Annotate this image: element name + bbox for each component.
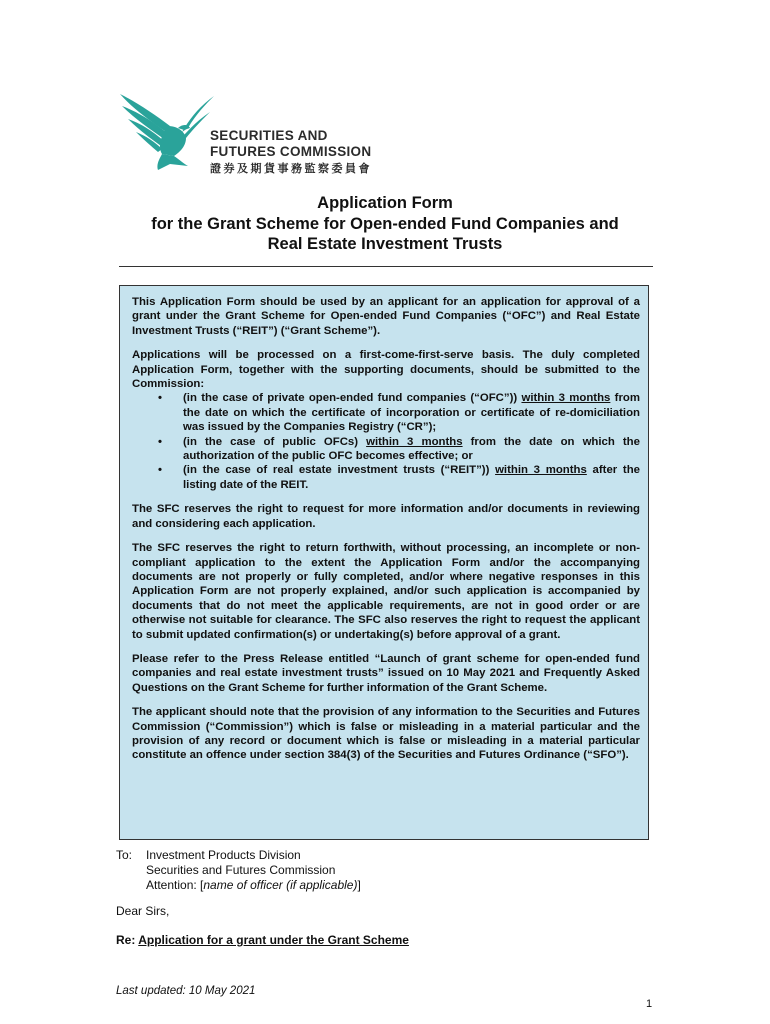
list-item: • (in the case of real estate investment trusts (“REIT”)) within 3 months after the listing date of the REIT. <box>132 463 640 492</box>
notice-paragraph: The applicant should note that the provision of any information to the Securities and Futures Commission (“Commission”) which is false or misleading in a material particular and the provision of any record or document which is false or misleading in a material particular constitute an offence under section 384(3) of the Securities and Futures Ordinance (“SFO”). <box>132 706 640 762</box>
subject-line: Re: Application for a grant under the Grant Scheme <box>116 933 409 947</box>
list-item: • (in the case of private open-ended fund companies (“OFC”)) within 3 months from the date on which the certificate of incorporation or certificate of re-domiciliation was issued by the Companies Registry (“CR”); <box>132 391 640 434</box>
notice-paragraph: This Application Form should be used by an applicant for an application for approval of a grant under the Grant Scheme for Open-ended Fund Companies (“OFC”) and Real Estate Investment Trusts (“REIT”) (“Grant Scheme”). <box>132 296 640 337</box>
organization-name-chinese: 證券及期貨事務監察委員會 <box>210 163 372 175</box>
notice-paragraph: The SFC reserves the right to request for more information and/or documents in reviewing and considering each application. <box>132 503 640 530</box>
organization-name: SECURITIES AND FUTURES COMMISSION <box>210 128 372 159</box>
title-divider <box>119 266 653 267</box>
salutation: Dear Sirs, <box>116 904 170 918</box>
notice-paragraph: Applications will be processed on a first-come-first-serve basis. The duly completed Application Form, together with the supporting documents, should be submitted to the Commission: <box>132 349 640 391</box>
notice-paragraph: Please refer to the Press Release entitled “Launch of grant scheme for open-ended fund companies and real estate investment trusts” issued on 10 May 2021 and Frequently Asked Questions on the Grant Scheme for further information of the Grant Scheme. <box>132 652 640 694</box>
eagle-icon <box>118 92 218 172</box>
list-item: • (in the case of public OFCs) within 3 months from the date on which the authorization of the public OFC becomes effective; or <box>132 435 640 464</box>
address-line: Securities and Futures Commission <box>146 863 336 877</box>
attention-line: Attention: [name of officer (if applicable)] <box>146 878 361 892</box>
to-label: To: <box>116 848 133 862</box>
sfc-logo <box>118 92 388 178</box>
page-number: 1 <box>646 998 653 1010</box>
instructions-box <box>119 285 649 840</box>
submission-deadlines-list <box>132 391 640 492</box>
form-title: Application Form for the Grant Scheme for Open-ended Fund Companies and Real Estate Investment Trusts <box>151 194 619 253</box>
address-line: Investment Products Division <box>146 848 301 862</box>
notice-paragraph: The SFC reserves the right to return forthwith, without processing, an incomplete or non-compliant application to the extent the Application Form and/or the accompanying documents are not properly or fully completed, and/or where negative responses in this Application Form are not properly explained, and/or such application is accompanied by documents that do not meet the applicable requirements, are not in good order or are otherwise not suitable for clearance. The SFC also reserves the right to request the applicant to submit updated confirmation(s) or undertaking(s) before approval of a grant. <box>132 542 640 641</box>
last-updated: Last updated: 10 May 2021 <box>116 985 256 997</box>
